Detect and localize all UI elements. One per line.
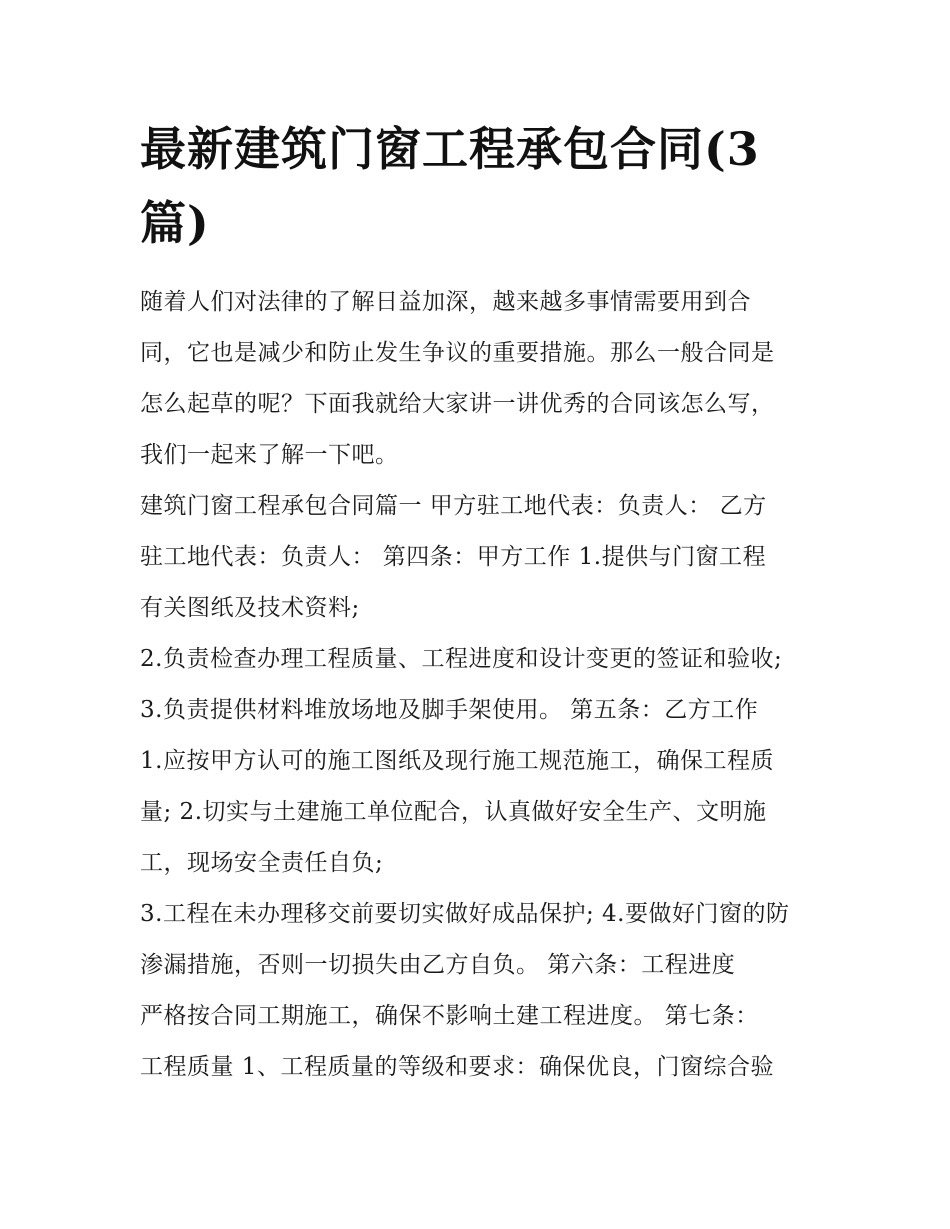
title-line: 最新建筑门窗工程承包合同(3: [140, 122, 760, 176]
body-line: 1.应按甲方认可的施工图纸及现行施工规范施工，确保工程质: [140, 748, 774, 774]
body-line: 工程质量 1、工程质量的等级和要求：确保优良，门窗综合验: [140, 1054, 774, 1080]
body-line: 工，现场安全责任自负;: [140, 850, 384, 876]
document-body: [140, 277, 820, 1093]
body-line: 有关图纸及技术资料;: [140, 595, 360, 621]
document-title: [140, 112, 820, 260]
body-line: 驻工地代表：负责人： 第四条：甲方工作 1.提供与门窗工程: [140, 544, 767, 570]
body-line: 渗漏措施，否则一切损失由乙方自负。 第六条：工程进度: [140, 952, 736, 978]
body-line: 建筑门窗工程承包合同篇一 甲方驻工地代表：负责人： 乙方: [140, 493, 767, 519]
title-line: 篇): [140, 196, 210, 250]
body-line: 怎么起草的呢？下面我就给大家讲一讲优秀的合同该怎么写，: [140, 391, 775, 417]
body-line: 2.负责检查办理工程质量、工程进度和设计变更的签证和验收;: [140, 646, 783, 672]
body-line: 严格按合同工期施工，确保不影响土建工程进度。 第七条：: [140, 1003, 759, 1029]
body-line: 3.负责提供材料堆放场地及脚手架使用。 第五条：乙方工作: [140, 697, 759, 723]
body-line: 我们一起来了解一下吧。: [140, 442, 399, 468]
body-line: 3.工程在未办理移交前要切实做好成品保护; 4.要做好门窗的防: [140, 901, 790, 927]
body-line: 同，它也是减少和防止发生争议的重要措施。那么一般合同是: [140, 340, 775, 366]
body-line: 量; 2.切实与土建施工单位配合，认真做好安全生产、文明施: [140, 799, 767, 825]
body-line: 随着人们对法律的了解日益加深，越来越多事情需要用到合: [140, 289, 751, 315]
